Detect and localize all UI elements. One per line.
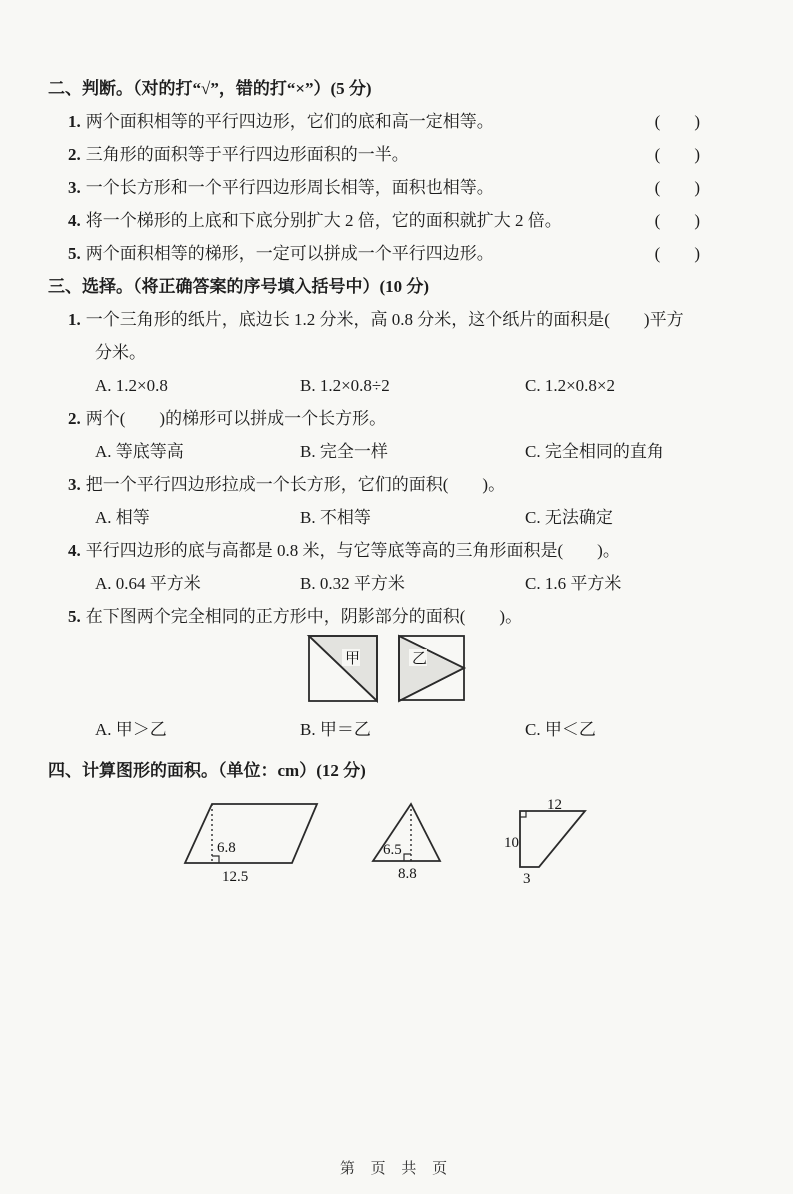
choice-q2-options [0, 435, 793, 468]
judge-item-3 [0, 171, 793, 204]
option-a: A. 等底等高 [95, 442, 184, 461]
area-figures [160, 795, 793, 897]
question-number: 3. [68, 475, 81, 494]
option-c: C. 无法确定 [525, 508, 613, 527]
option-a: A. 0.64 平方米 [95, 574, 201, 593]
test-paper-page [0, 72, 793, 1194]
question-text: 平行四边形的底与高都是 0.8 米，与它等底等高的三角形面积是( )。 [85, 541, 620, 560]
question-text: 把一个平行四边形拉成一个长方形，它们的面积( )。 [85, 475, 506, 494]
option-c: C. 1.6 平方米 [525, 574, 622, 593]
judge-item-number: 2. [68, 145, 81, 164]
choice-q1-options [0, 369, 793, 402]
option-a: A. 相等 [95, 508, 150, 527]
option-a: A. 甲＞乙 [95, 720, 167, 739]
question-number: 5. [68, 607, 81, 626]
judge-item-number: 4. [68, 211, 81, 230]
parallelogram-base-label: 12.5 [222, 869, 249, 885]
judge-item-text: 1. 两个面积相等的平行四边形，它们的底和高一定相等。 [68, 112, 494, 131]
triangle-figure [366, 795, 456, 887]
question-number: 2. [68, 409, 81, 428]
judge-item-text: 4. 将一个梯形的上底和下底分别扩大 2 倍，它的面积就扩大 2 倍。 [68, 211, 562, 230]
trapezoid-figure [502, 795, 614, 897]
section-area [0, 754, 793, 897]
judge-item-number: 1. [68, 112, 81, 131]
answer-bracket: ( ) [654, 178, 700, 197]
answer-bracket: ( ) [654, 112, 700, 131]
question-text: 一个三角形的纸片，底边长 1.2 分米，高 0.8 分米，这个纸片的面积是( )平方 [85, 310, 684, 329]
option-b: B. 甲＝乙 [300, 720, 371, 739]
triangle-height-label: 6.5 [383, 842, 402, 858]
choice-heading: 三、选择。（将正确答案的序号填入括号中）(10 分) [48, 277, 430, 296]
question-number: 4. [68, 541, 81, 560]
area-heading: 四、计算图形的面积。（单位：cm）(12 分) [48, 761, 366, 780]
choice-q3 [0, 468, 793, 501]
judge-item-text: 5. 两个面积相等的梯形，一定可以拼成一个平行四边形。 [68, 244, 494, 263]
choice-q4-options [0, 567, 793, 600]
trapezoid-left-label: 10 [504, 835, 519, 851]
choice-q3-options [0, 501, 793, 534]
question-text: 在下图两个完全相同的正方形中，阴影部分的面积( )。 [85, 607, 523, 626]
choice-q5 [0, 600, 793, 633]
option-b: B. 1.2×0.8÷2 [300, 376, 390, 395]
judge-item-text: 2. 三角形的面积等于平行四边形面积的一半。 [68, 145, 409, 164]
parallelogram-height-label: 6.8 [217, 840, 236, 856]
choice-q5-options [0, 713, 793, 746]
option-b: B. 完全一样 [300, 442, 388, 461]
yi-label: 乙 [412, 651, 428, 667]
square-yi-figure [398, 635, 466, 702]
square-jia-figure [308, 635, 378, 702]
section-judge [0, 72, 793, 270]
option-c: C. 甲＜乙 [525, 720, 596, 739]
option-c: C. 1.2×0.8×2 [525, 376, 616, 395]
triangle-base-label: 8.8 [398, 866, 417, 882]
parallelogram-figure [160, 795, 320, 887]
option-a: A. 1.2×0.8 [95, 376, 168, 395]
jia-label: 甲 [345, 651, 361, 667]
judge-item-text: 3. 一个长方形和一个平行四边形周长相等，面积也相等。 [68, 178, 494, 197]
choice-q1-continued: 分米。 [95, 343, 146, 362]
answer-bracket: ( ) [654, 211, 700, 230]
answer-bracket: ( ) [654, 145, 700, 164]
option-c: C. 完全相同的直角 [525, 442, 664, 461]
question-text: 两个( )的梯形可以拼成一个长方形。 [85, 409, 387, 428]
section-choice [0, 270, 793, 746]
answer-bracket: ( ) [654, 244, 700, 263]
option-b: B. 0.32 平方米 [300, 574, 405, 593]
judge-item-2 [0, 138, 793, 171]
option-b: B. 不相等 [300, 508, 371, 527]
judge-item-1 [0, 105, 793, 138]
choice-q1 [0, 303, 793, 336]
trapezoid-bottom-label: 3 [523, 871, 531, 887]
question-number: 1. [68, 310, 81, 329]
choice-q4 [0, 534, 793, 567]
judge-heading: 二、判断。（对的打“√”，错的打“×”）(5 分) [48, 79, 372, 98]
judge-item-number: 5. [68, 244, 81, 263]
trapezoid-top-label: 12 [547, 797, 562, 813]
choice-q2 [0, 402, 793, 435]
judge-item-4 [0, 204, 793, 237]
q5-figures [308, 635, 793, 707]
page-footer: 第 页 共 页 [339, 1161, 454, 1177]
judge-item-5 [0, 237, 793, 270]
judge-item-number: 3. [68, 178, 81, 197]
